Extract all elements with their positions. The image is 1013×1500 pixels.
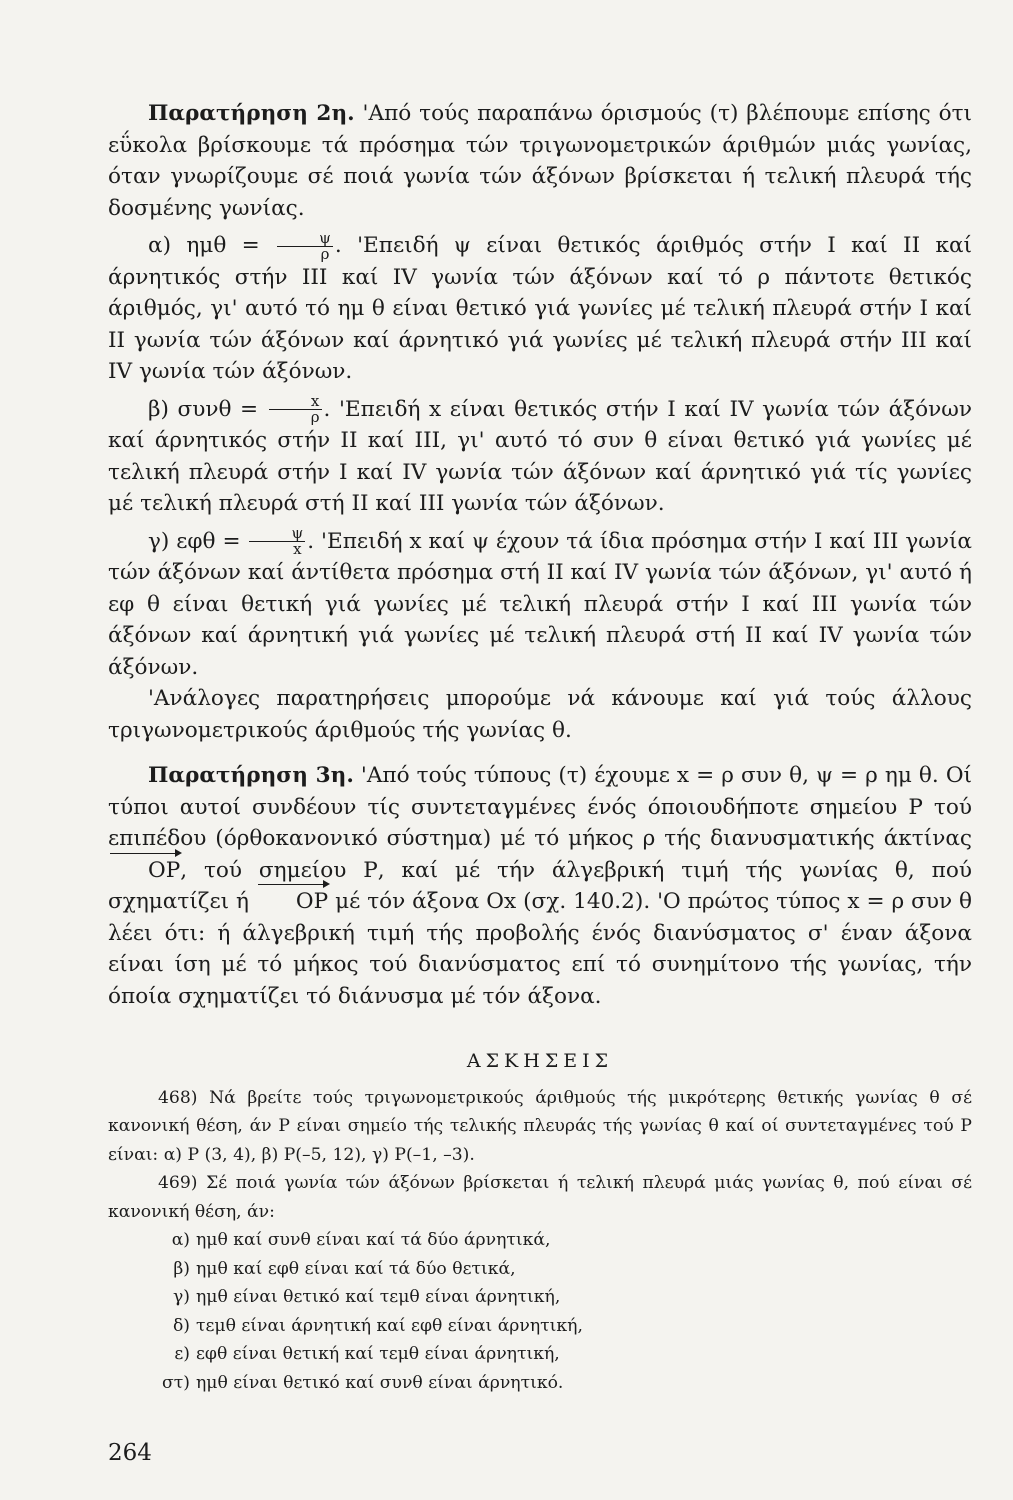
item-text: εφθ είναι θετική καί τεμθ είναι άρνητική, (196, 1344, 560, 1364)
case-a-prefix: α) ημθ = (148, 233, 276, 258)
item-text: ημθ είναι θετικό καί τεμθ είναι άρνητική, (196, 1287, 561, 1307)
case-a-text: . 'Επειδή ψ είναι θετικός άριθμός στήν I καί II καί άρνητικός στήν III καί IV γωνία τών άξόνων καί τό ρ πάντοτε θετικός άριθμός, γι' αυτό τό ημ θ είναι θετικό γιά γωνίες μέ τελική πλευρά στήν I καί II γωνία τών άξόνων καί άρνητικό γιά γωνίες μέ τελική πλευρά στήν III καί IV γωνία τών άξόνων. (108, 233, 972, 384)
remark-2-case-a (108, 230, 972, 388)
item-text: ημθ καί εφθ είναι καί τά δύο θετικά, (196, 1258, 516, 1279)
exercise-468: 468) Νά βρείτε τούς τριγωνομετρικούς άριθμούς τής μικρότερης θετικής γωνίας θ σέ κανονική θέση, άν Ρ είναι σημείο τής τελικής πλευράς τής γωνίας θ καί οί συντεταγμένες τού Ρ είναι: α) Ρ (3, 4), β) Ρ(–5, 12), γ) Ρ(–1, –3). (108, 1087, 972, 1165)
remark-2-case-b (108, 394, 972, 520)
fraction-numerator: ψ (277, 231, 333, 247)
exercise-469-item (108, 1255, 972, 1284)
item-text: ημθ είναι θετικό καί συνθ είναι άρνητικό. (196, 1372, 564, 1393)
remark-3-text-3: μέ τόν άξονα Οx (σχ. 140.2). 'Ο πρώτος τύπος x = ρ συν θ λέει ότι: ή άλγεβρική τιμή τής προβολής ένός διανύσματος σ' έναν άξονα είναι ίση μέ τό μήκος τού διανύσματος επί τό συνημίτονο τής γωνίας, τήν όποία σχηματίζει τό διάνυσμα μέ τόν άξονα. (108, 889, 972, 1009)
remark-2-paragraph (108, 98, 972, 224)
item-text: τεμθ είναι άρνητική καί εφθ είναι άρνητική, (196, 1315, 583, 1336)
fraction-psi-over-rho (277, 228, 333, 263)
item-label: ε) (174, 1344, 190, 1364)
page-number: 264 (108, 1440, 152, 1466)
fraction-x-over-rho (269, 394, 322, 425)
remark-2-closing: 'Ανάλογες παρατηρήσεις μπορούμε νά κάνουμε καί γιά τούς άλλους τριγωνομετρικούς άριθμούς τής γωνίας θ. (108, 686, 972, 743)
item-label: γ) (173, 1287, 190, 1307)
fraction-denominator: x (293, 540, 302, 558)
item-label: α) (171, 1230, 190, 1250)
remark-2-case-c (108, 526, 972, 684)
exercise-469: 469) Σέ ποιά γωνία τών άξόνων βρίσκεται ή τελική πλευρά μιάς γωνίας θ, πού είναι σέ κανονική θέση, άν: (108, 1173, 972, 1222)
remark-3-title: Παρατήρηση 3η. (148, 763, 354, 788)
exercise-469-item (108, 1226, 972, 1255)
item-text: ημθ καί συνθ είναι καί τά δύο άρνητικά, (196, 1230, 551, 1250)
item-label: στ) (162, 1372, 190, 1393)
exercise-469-item (108, 1340, 972, 1369)
exercise-469-item (108, 1312, 972, 1341)
fraction-numerator: x (269, 394, 322, 410)
exercise-469-item (108, 1283, 972, 1312)
fraction-denominator: ρ (310, 408, 320, 426)
case-b-text: . 'Επειδή x είναι θετικός στήν I καί IV γωνία τών άξόνων καί άρνητικός στήν II καί III, γι' αυτό τό συν θ είναι θετικό γιά γωνίες μέ τελική πλευρά στήν I καί IV γωνία τών άξόνων καί άρνητικό γιά τίς γωνίες μέ τελική πλευρά στή II καί III γωνία τών άξόνων. (108, 396, 972, 516)
vector-op: ΟΡ (256, 886, 328, 918)
item-label: δ) (172, 1315, 190, 1336)
page-body (108, 98, 972, 1397)
remark-2-title: Παρατήρηση 2η. (148, 101, 355, 126)
fraction-psi-over-x (249, 526, 305, 557)
item-label: β) (173, 1258, 190, 1279)
remark-2-intro: 'Από τούς παραπάνω όρισμούς (τ) βλέπουμε επίσης ότι εΰκολα βρίσκουμε τά πρόσημα τών τριγωνομετρικών άριθμών μιάς γωνίας, όταν γνωρίζουμε σέ ποιά γωνία τών άξόνων βρίσκεται ή τελική πλευρά τής δοσμένης γωνίας. (108, 101, 972, 221)
fraction-denominator: ρ (320, 244, 330, 263)
case-c-text: . 'Επειδή x καί ψ έχουν τά ίδια πρόσημα στήν I καί III γωνία τών άξόνων καί άντίθετα πρόσημα στή II καί IV γωνία τών άξόνων, γι' αυτό ή εφ θ είναι θετική γιά γωνίες μέ τελική πλευρά στήν I καί III γωνία τών άξόνων καί άρνητική γιά γωνίες μέ τελική πλευρά στή II καί IV γωνία τών άξόνων. (108, 528, 973, 680)
fraction-numerator: ψ (249, 526, 305, 542)
remark-3-paragraph (108, 760, 972, 1012)
vector-op: ΟΡ (108, 855, 180, 887)
exercise-469-item (108, 1369, 972, 1398)
case-c-prefix: γ) εφθ = (148, 528, 248, 554)
exercises-heading: ΑΣΚΗΣΕΙΣ (466, 1050, 614, 1072)
case-b-prefix: β) συνθ = (148, 396, 267, 422)
remark-3-text-1: 'Από τούς τύπους (τ) έχουμε x = ρ συν θ, ψ = ρ ημ θ. Οί τύποι αυτοί συνδέουν τίς συντεταγμένες ένός όποιουδήποτε σημείου Ρ τού επιπέδου (όρθοκανονικό σύστημα) μέ τό μήκος ρ τής διανυσματικής άκτίνας (108, 763, 972, 851)
remark-3-text-2: , τού σημείου Ρ, καί μέ τήν άλγεβρική τιμή τής γωνίας θ, πού σχηματίζει ή (108, 857, 972, 914)
